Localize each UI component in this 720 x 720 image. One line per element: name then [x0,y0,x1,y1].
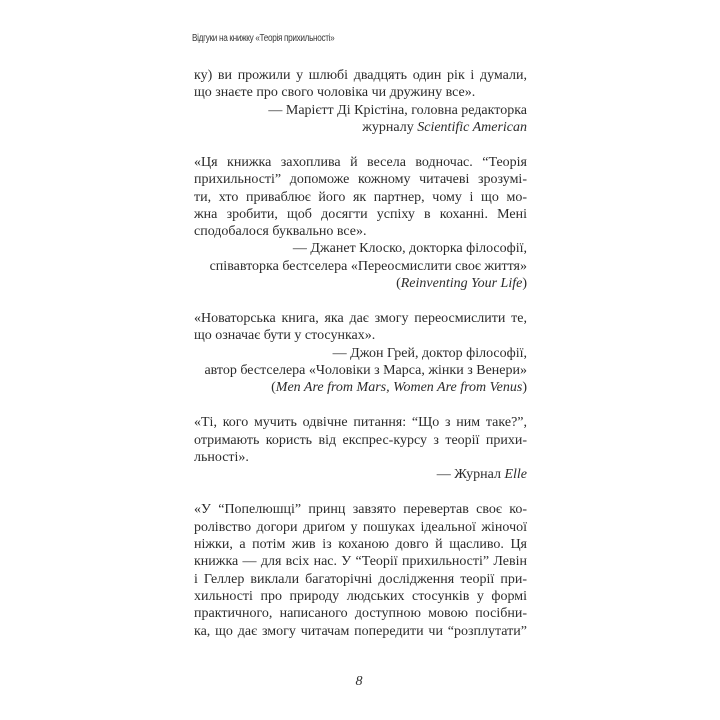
review-attribution: — Джанет Клоско, докторка філософії, [292,241,527,257]
review-attribution [194,379,527,396]
review-line: що знаєте про свого чоловіка чи дружину все». [194,85,476,101]
attribution-text: журналу [362,119,418,135]
review-line: ка, що дає змогу читачам попередити чи “розплутати” [194,623,527,639]
review-4 [194,414,527,483]
review-attribution: автор бестселера «Чоловіки з Марса, жінки з Венери» [204,363,527,379]
review-line: що означає бути у стосунках». [194,328,376,344]
paren-close: ) [522,380,527,396]
page-number: 8 [355,674,363,689]
review-line: хильності про природу людських стосунків у формі [194,588,527,604]
reviews-body [194,67,527,658]
review-line: ніжки, а потім жив із коханою довго й щасливо. Ця [194,537,527,553]
review-line: «У “Попелюшці” принц завзято перевертав своє ко- [194,502,527,518]
review-line: ролівство догори дриґом у пошуках ідеальної жіночої [194,519,527,535]
review-attribution [194,119,527,136]
review-5 [194,501,527,639]
review-line: книжка — для всіх нас. У “Теорії прихильності” Левін [194,554,527,570]
review-attribution: — Марієтт Ді Крістіна, головна редакторка [268,102,527,118]
review-line: прихильності” допоможе кожному читачеві зрозумі- [194,172,527,188]
review-attribution: співавторка бестселера «Переосмислити своє життя» [209,258,527,274]
review-line: практичного, написаного доступною мовою посібни- [194,606,527,622]
book-title: Men Are from Mars, Women Are from Venus [275,380,523,396]
review-line: ти, хто приваблює його як партнер, чому і що мо- [194,189,527,205]
review-line: отримають користь від експрес-курсу з теорії прихи- [194,432,527,448]
review-line: льності». [194,450,249,466]
review-attribution [194,466,527,483]
review-line: «Ті, кого мучить одвічне питання: “Що з ним таке?”, [194,415,527,431]
paren-open: ( [396,276,401,292]
review-attribution: — Джон Грей, доктор філософії, [332,345,527,361]
book-title: Reinventing Your Life [400,276,523,292]
publication-title: Scientific American [417,119,527,135]
review-1 [194,67,527,136]
review-line: жна зробити, щоб досягти успіху в коханні. Мені [194,206,527,222]
review-line: сподобалося буквально все». [194,224,367,240]
publication-title: Elle [504,467,527,483]
attribution-text: — Журнал [436,467,505,483]
paren-open: ( [271,380,276,396]
review-2 [194,154,527,292]
review-line: «Ця книжка захоплива й весела водночас. “Теорія [194,154,527,170]
review-line: ку) ви прожили у шлюбі двадцять один рік і думали, [194,68,527,83]
review-line: «Новаторська книга, яка дає змогу переосмислити те, [194,311,527,327]
review-line: і Геллер виклали багаторічні дослідження теорії при- [194,571,527,587]
paren-close: ) [522,276,527,292]
running-header: Відгуки на книжку «Теорія прихильності» [192,33,335,44]
review-attribution [194,275,527,292]
review-3 [194,310,527,396]
